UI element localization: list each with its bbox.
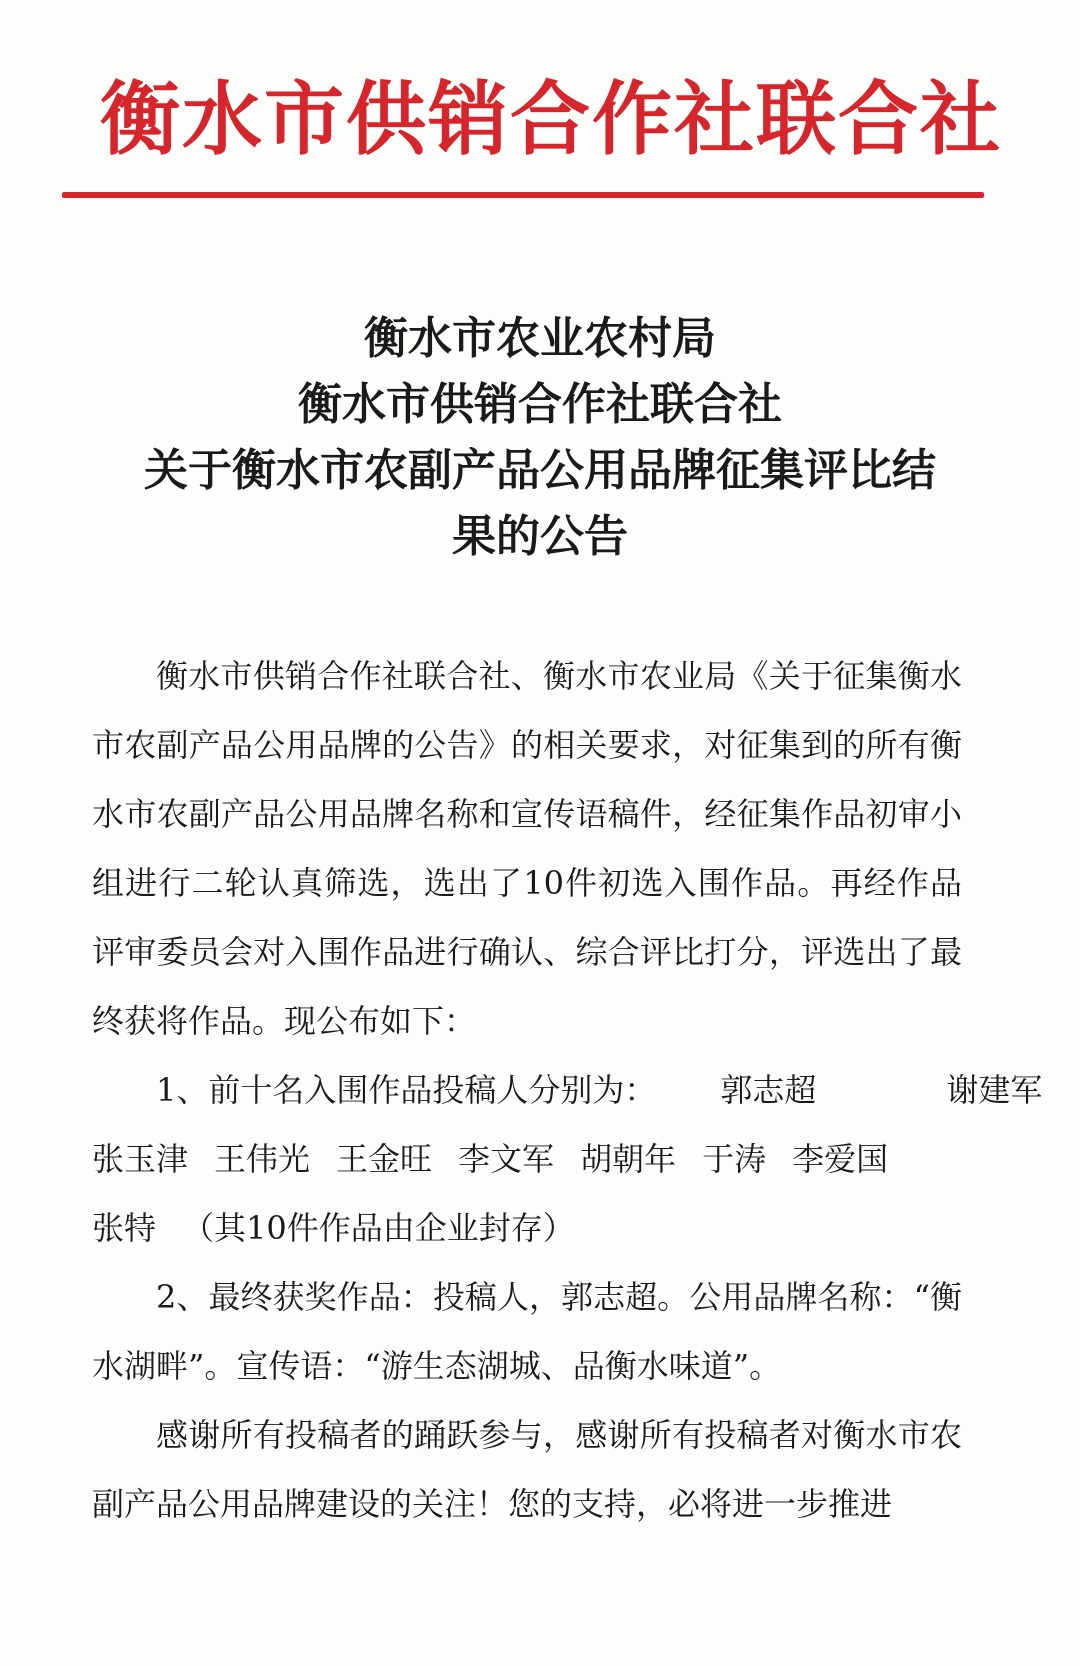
thanks-paragraph: 感谢所有投稿者的踊跃参与，感谢所有投稿者对衡水市农副产品公用品牌建设的关注！您的支持，必将进一步推进 [92,1416,962,1523]
title-line-issuer-1: 衡水市农业农村局 [364,313,716,364]
title-line-subject: 关于衡水市农副产品公用品牌征集评比结 [144,445,936,496]
finalist-name: 张玉津 [92,1140,189,1178]
title-line-issuer-2: 衡水市供销合作社联合社 [298,379,782,430]
finalist-name: 王金旺 [336,1140,433,1178]
finalist-names-row [92,1125,962,1194]
intro-paragraph: 衡水市供销合作社联合社、衡水市农业局《关于征集衡水市农副产品公用品牌的公告》的相关要求，对征集到的所有衡水市农副产品公用品牌名称和宣传语稿件，经征集作品初审小组进行二轮认真筛选，选出了10件初选入围作品。再经作品评审委员会对入围作品进行确认、综合评比打分，评选出了最终获将作品。现公布如下： [92,657,962,1040]
notice-title [60,306,1020,570]
winner-paragraph: 2、最终获奖作品：投稿人，郭志超。公用品牌名称：“衡水湖畔”。宣传语：“游生态湖城、品衡水味道”。 [92,1278,962,1385]
finalist-name: 于涛 [702,1140,767,1178]
title-line-subject-end: 果的公告 [452,511,628,562]
finalist-name: 胡朝年 [580,1140,677,1178]
finalist-name: 张特 [92,1209,157,1247]
notice-body [92,642,1043,1539]
finalist-name: 王伟光 [214,1140,311,1178]
finalist-names-last-row [92,1194,962,1263]
finalist-name: 李爱国 [792,1140,889,1178]
finalist-note: （其10件作品由企业封存） [182,1209,575,1247]
finalist-lead-line [92,1056,1043,1125]
finalist-name: 郭志超 [720,1071,817,1109]
masthead-title: 衡水市供销合作社联合社 [100,73,1002,166]
red-header-rule [62,192,984,198]
finalist-name: 谢建军 [946,1071,1043,1109]
finalist-lead: 1、前十名入围作品投稿人分别为： [156,1071,657,1109]
finalist-name: 李文军 [458,1140,555,1178]
